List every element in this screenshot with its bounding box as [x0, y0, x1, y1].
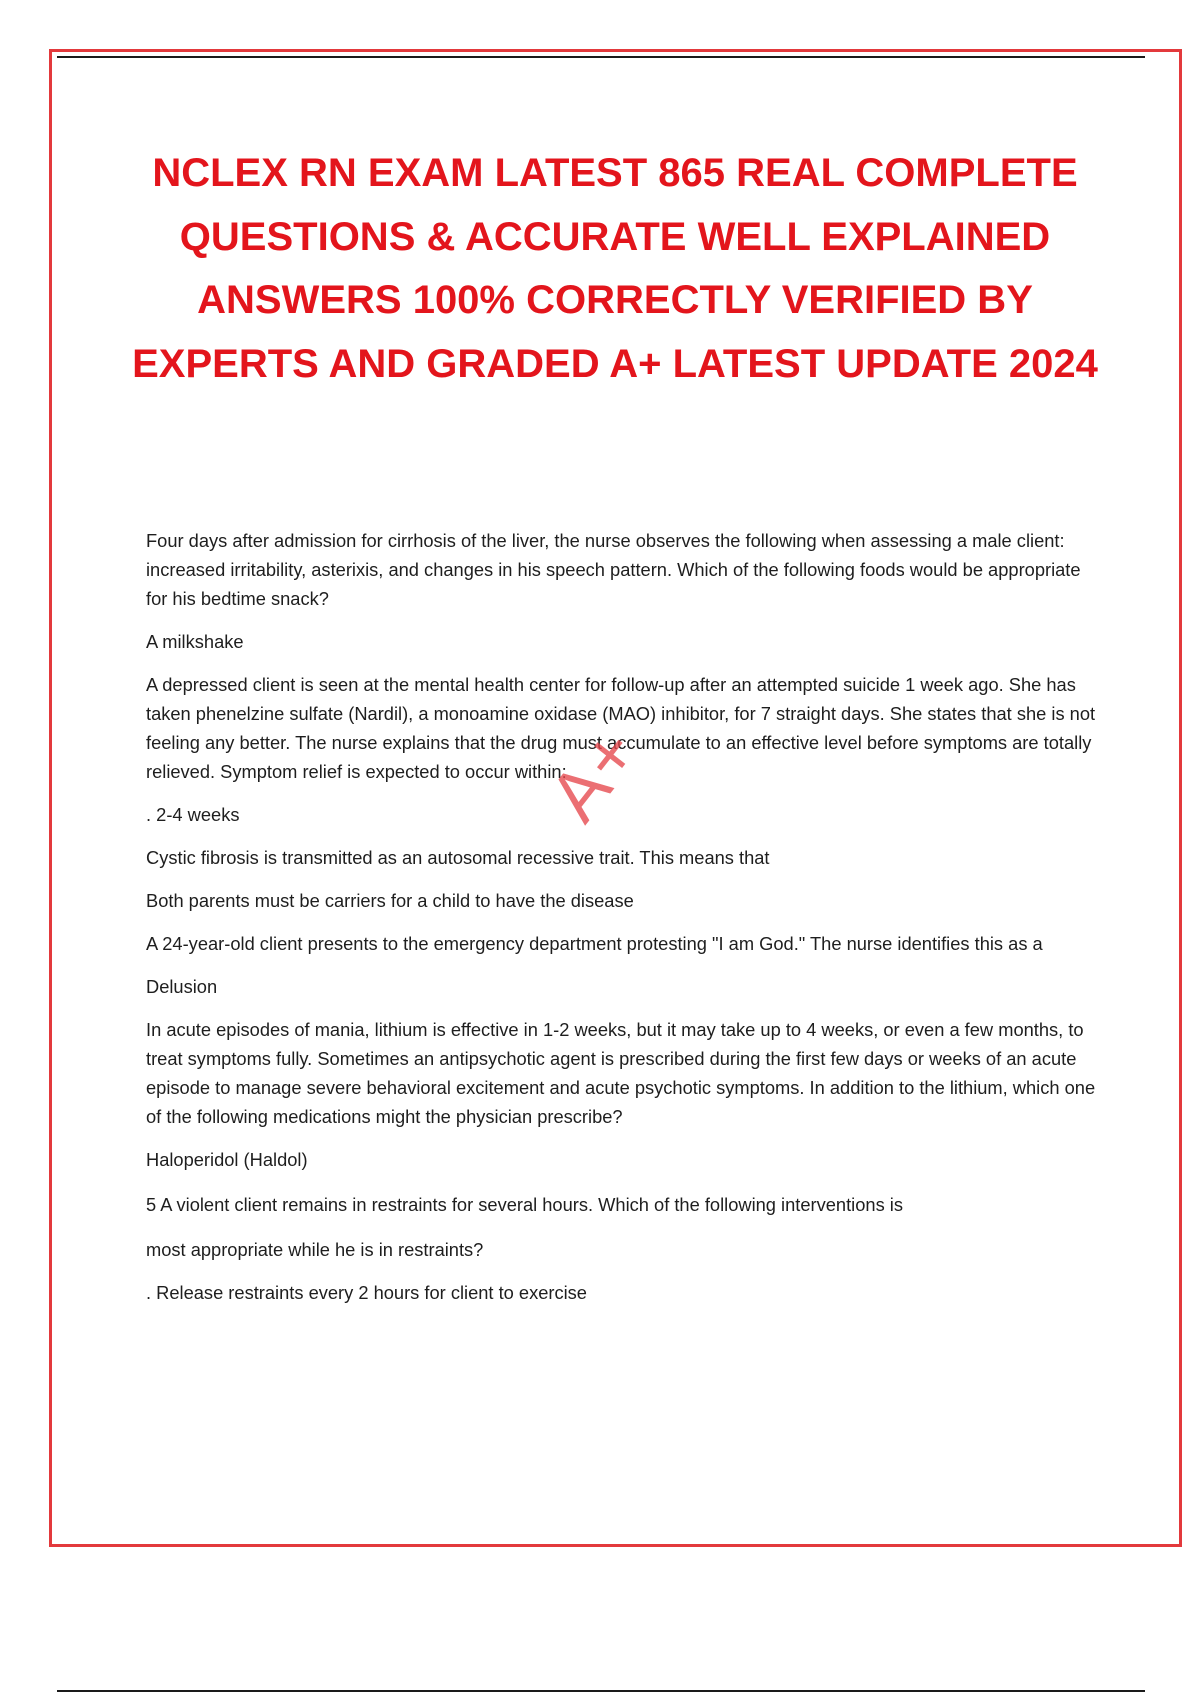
question-nardil: A depressed client is seen at the mental health center for follow-up after an attempted suicide 1 week ago. She has taken phenelzine sulfate (Nardil), a monoamine oxidase (MAO) inhibitor, for 7 straight days. She states that she is not feeling any better. The nurse explains that the drug must accumulate to an effective level before symptoms are totally relieved. Symptom relief is expected to occur within: — [146, 674, 1096, 782]
question-cirrhosis: Four days after admission for cirrhosis of the liver, the nurse observes the following when assessing a male client: increased irritability, asterixis, and changes in his speech pattern. Which of the following foods would be appropriate for his bedtime snack? — [146, 530, 1081, 609]
answer-milkshake: A milkshake — [146, 631, 244, 652]
bottom-rule — [57, 1690, 1145, 1692]
question-restraints-line1: 5 A violent client remains in restraints for several hours. Which of the following interventions is — [146, 1194, 903, 1215]
a-plus-watermark: A+ — [534, 712, 656, 836]
document-title: NCLEX RN EXAM LATEST 865 REAL COMPLETE QUESTIONS & ACCURATE WELL EXPLAINED ANSWERS 100% CORRECTLY VERIFIED BY EXPERTS AND GRADED A+ LATEST UPDATE 2024 — [132, 151, 1098, 386]
answer-haloperidol: Haloperidol (Haldol) — [146, 1149, 308, 1170]
answer-2-4-weeks: . 2-4 weeks — [146, 804, 240, 825]
question-cystic-fibrosis: Cystic fibrosis is transmitted as an autosomal recessive trait. This means that — [146, 847, 770, 868]
document-body — [146, 526, 1096, 1307]
question-lithium: In acute episodes of mania, lithium is effective in 1-2 weeks, but it may take up to 4 weeks, or even a few months, to treat symptoms fully. Sometimes an antipsychotic agent is prescribed during the first few days or weeks of an acute episode to manage severe behavioral excitement and acute psychotic symptoms. In addition to the lithium, which one of the following medications might the physician prescribe? — [146, 1019, 1096, 1127]
answer-delusion: Delusion — [146, 976, 218, 997]
question-i-am-god: A 24-year-old client presents to the emergency department protesting "I am God." The nurse identifies this as a — [146, 933, 1043, 954]
answer-carriers: Both parents must be carriers for a child to have the disease — [146, 890, 634, 911]
question-restraints-line2: most appropriate while he is in restraints? — [146, 1239, 484, 1260]
answer-release-restraints: . Release restraints every 2 hours for client to exercise — [146, 1282, 587, 1303]
